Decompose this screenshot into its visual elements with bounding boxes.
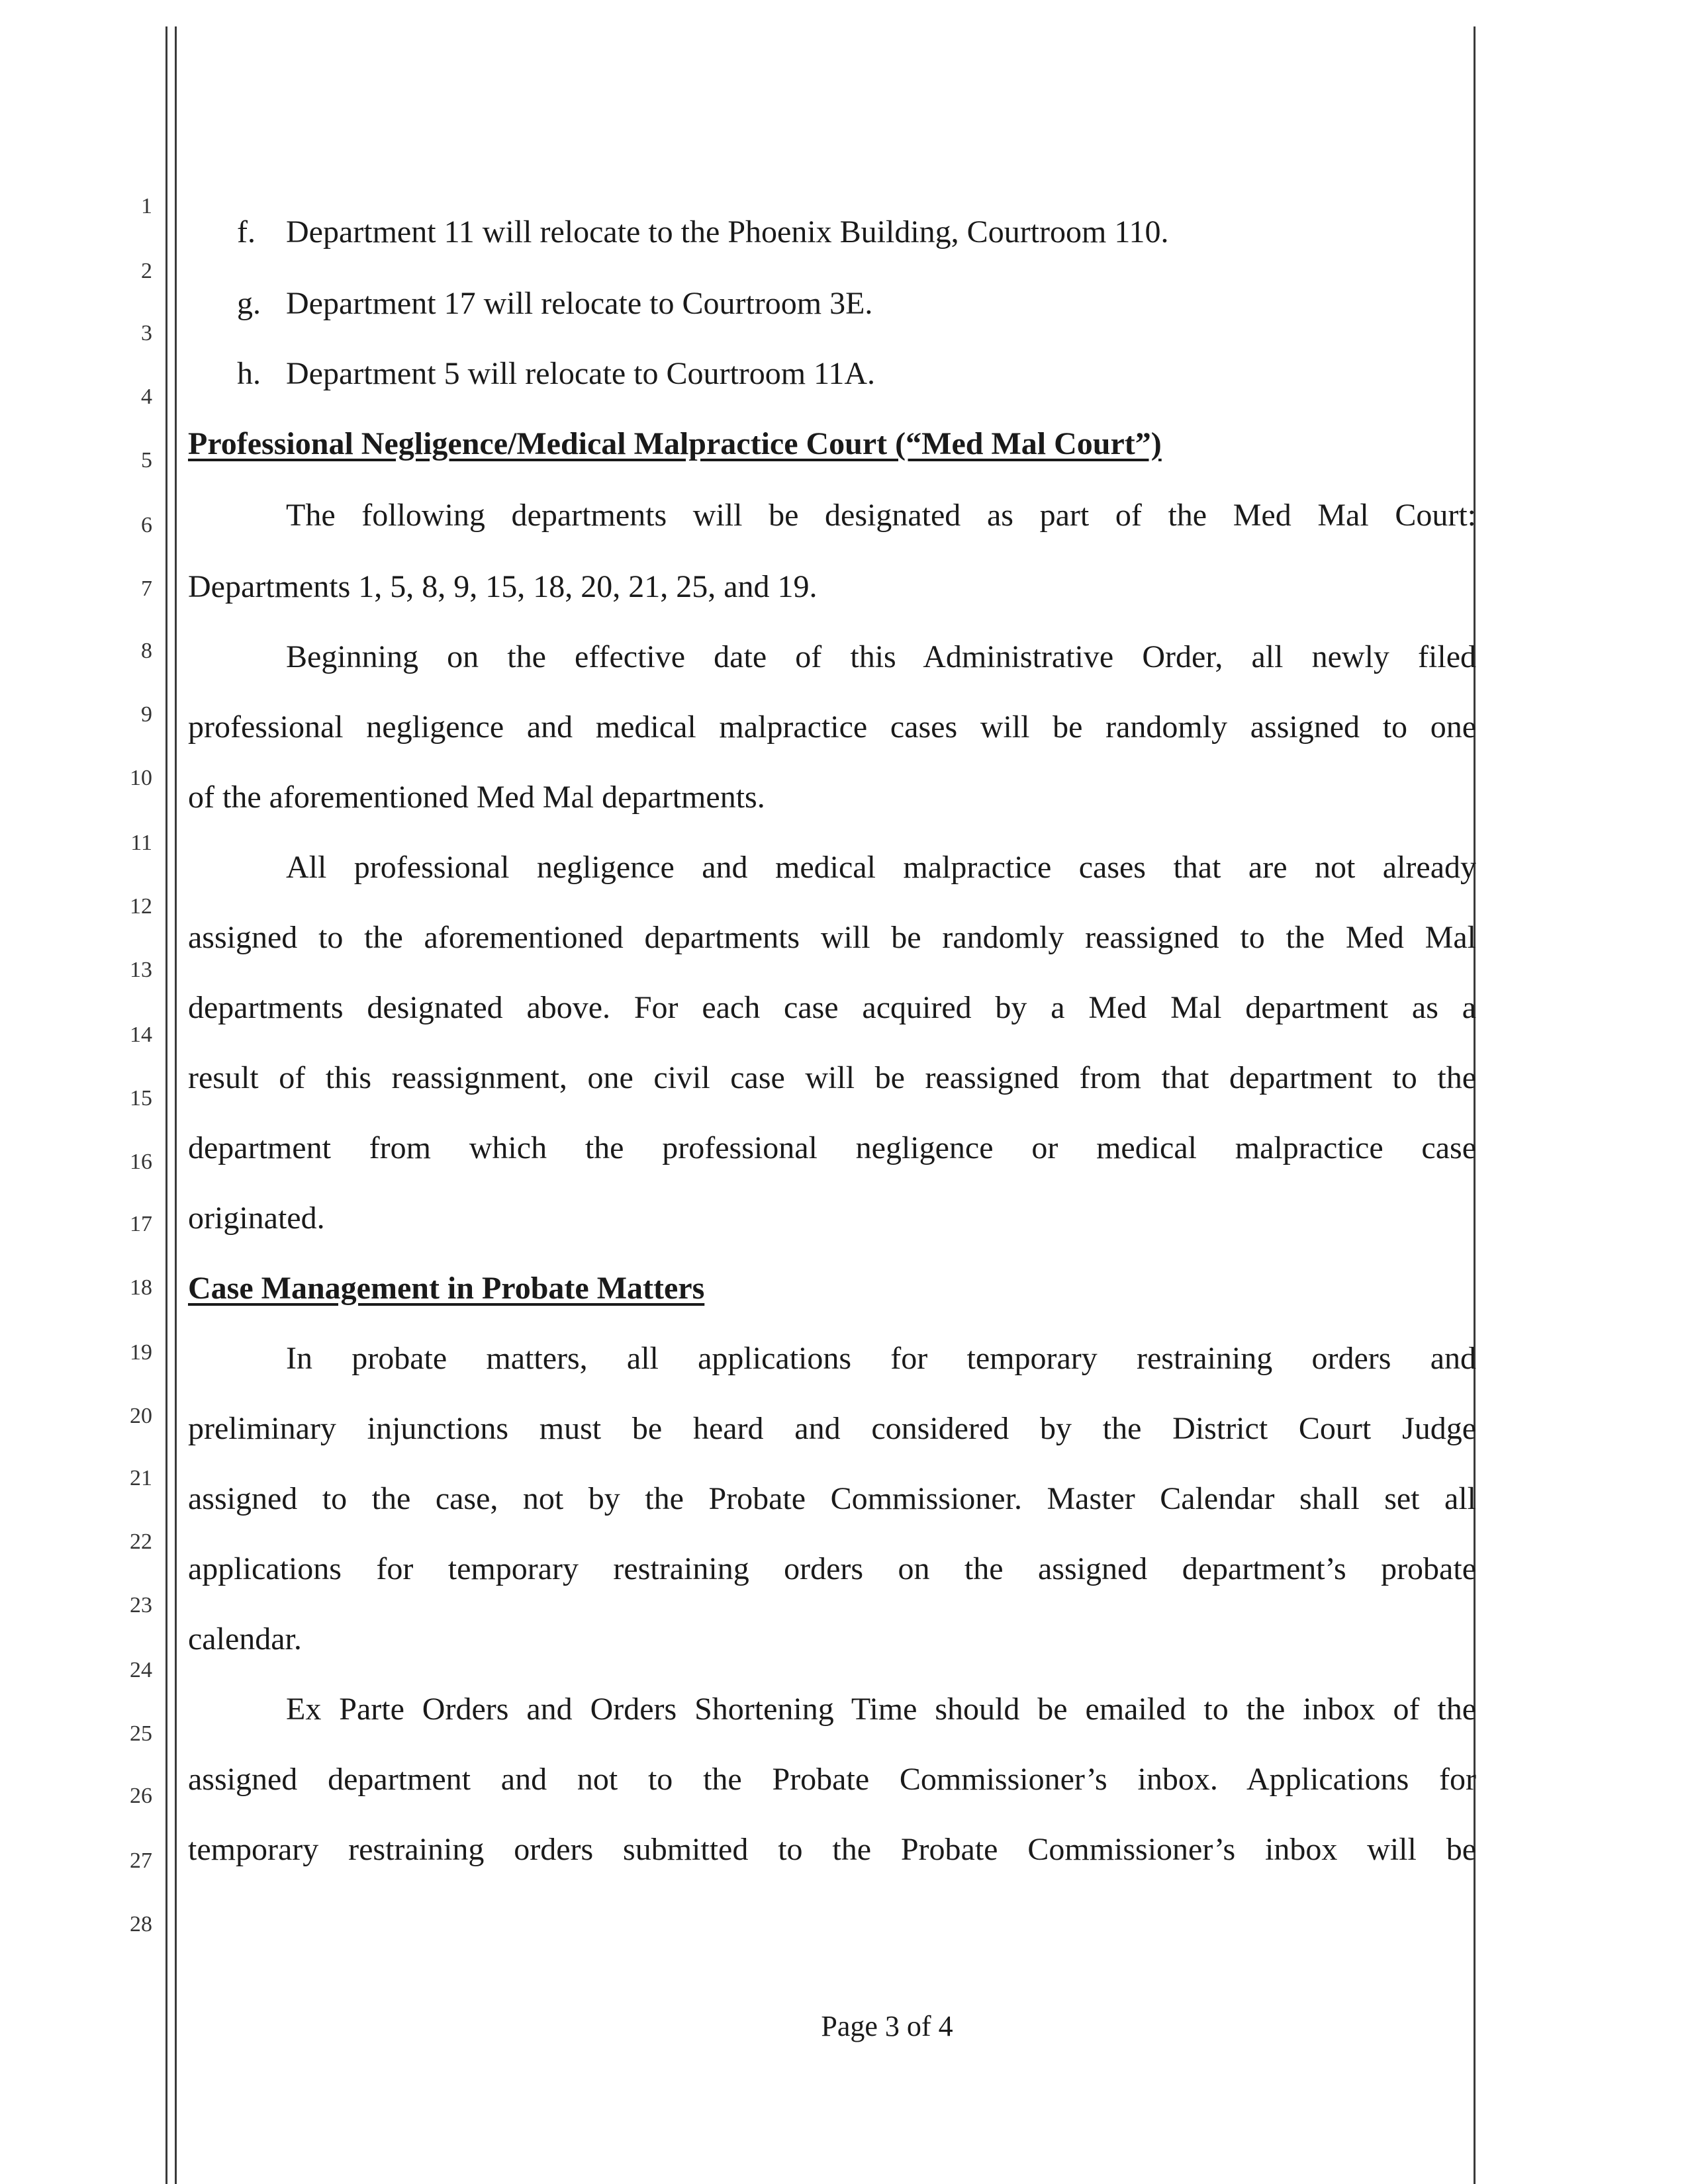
- list-marker: h.: [237, 356, 261, 391]
- line-number: 13: [130, 958, 152, 982]
- line-number: 9: [141, 702, 152, 727]
- line-number: 18: [130, 1275, 152, 1300]
- paragraph-line: originated.: [188, 1201, 325, 1236]
- line-number: 5: [141, 448, 152, 473]
- list-item-text: Department 17 will relocate to Courtroom 3E.: [286, 286, 873, 321]
- line-number: 25: [130, 1721, 152, 1746]
- paragraph-line: Beginning on the effective date of this Administrative Order, all newly filed: [286, 639, 1476, 674]
- paragraph-line: departments designated above. For each case acquired by a Med Mal department as a: [188, 990, 1476, 1025]
- line-number: 12: [130, 894, 152, 919]
- paragraph-line: of the aforementioned Med Mal departments.: [188, 780, 765, 815]
- list-item-g: [237, 285, 1476, 323]
- section-heading-probate: Case Management in Probate Matters: [188, 1271, 705, 1306]
- paragraph-line: In probate matters, all applications for temporary restraining orders and: [286, 1341, 1476, 1376]
- paragraph-line: assigned to the case, not by the Probate Commissioner. Master Calendar shall set all: [188, 1481, 1476, 1516]
- paragraph-line: calendar.: [188, 1621, 302, 1657]
- line-number: 7: [141, 576, 152, 601]
- paragraph-line: department from which the professional negligence or medical malpractice case: [188, 1130, 1476, 1165]
- left-margin-rule-outer: [165, 26, 167, 2184]
- paragraph-line: professional negligence and medical malpractice cases will be randomly assigned to one: [188, 709, 1476, 745]
- list-marker: g.: [237, 286, 261, 321]
- line-number: 4: [141, 385, 152, 409]
- line-number: 24: [130, 1658, 152, 1682]
- list-item-h: [237, 355, 1476, 393]
- line-number: 1: [141, 194, 152, 218]
- paragraph-line: result of this reassignment, one civil case will be reassigned from that department to the: [188, 1060, 1476, 1095]
- line-number: 19: [130, 1340, 152, 1365]
- line-number: 14: [130, 1023, 152, 1047]
- page-number: Page 3 of 4: [821, 2010, 953, 2042]
- paragraph-line: The following departments will be designated as part of the Med Mal Court:: [286, 498, 1476, 533]
- line-number: 16: [130, 1150, 152, 1174]
- line-number: 27: [130, 1848, 152, 1873]
- paragraph-line: Departments 1, 5, 8, 9, 15, 18, 20, 21, 25, and 19.: [188, 569, 818, 604]
- line-number: 3: [141, 321, 152, 345]
- paragraph-line: Ex Parte Orders and Orders Shortening Time should be emailed to the inbox of the: [286, 1692, 1476, 1727]
- line-number: 11: [130, 831, 152, 855]
- section-heading-med-mal: Professional Negligence/Medical Malpractice Court (“Med Mal Court”): [188, 426, 1162, 461]
- paragraph-line: assigned department and not to the Probate Commissioner’s inbox. Applications for: [188, 1762, 1476, 1797]
- paragraph-line: assigned to the aforementioned departments will be randomly reassigned to the Med Mal: [188, 920, 1476, 955]
- line-number: 17: [130, 1212, 152, 1236]
- line-number: 10: [130, 766, 152, 790]
- list-marker: f.: [237, 214, 256, 250]
- paragraph-line: All professional negligence and medical malpractice cases that are not already: [286, 850, 1476, 885]
- list-item-text: Department 11 will relocate to the Phoenix Building, Courtroom 110.: [286, 214, 1169, 250]
- line-number: 23: [130, 1593, 152, 1617]
- paragraph-line: temporary restraining orders submitted to the Probate Commissioner’s inbox will be: [188, 1832, 1476, 1867]
- paragraph-line: applications for temporary restraining orders on the assigned department’s probate: [188, 1551, 1476, 1586]
- line-number: 15: [130, 1086, 152, 1111]
- line-number: 20: [130, 1404, 152, 1428]
- line-number: 8: [141, 639, 152, 663]
- line-number: 6: [141, 513, 152, 537]
- line-number: 2: [141, 259, 152, 283]
- left-margin-rule-inner: [175, 26, 177, 2184]
- line-number: 28: [130, 1912, 152, 1936]
- line-number: 22: [130, 1529, 152, 1554]
- list-item-text: Department 5 will relocate to Courtroom 11A.: [286, 356, 875, 391]
- line-number: 26: [130, 1784, 152, 1808]
- list-item-f: [237, 213, 1476, 251]
- line-number: 21: [130, 1466, 152, 1490]
- paragraph-line: preliminary injunctions must be heard and considered by the District Court Judge: [188, 1411, 1476, 1446]
